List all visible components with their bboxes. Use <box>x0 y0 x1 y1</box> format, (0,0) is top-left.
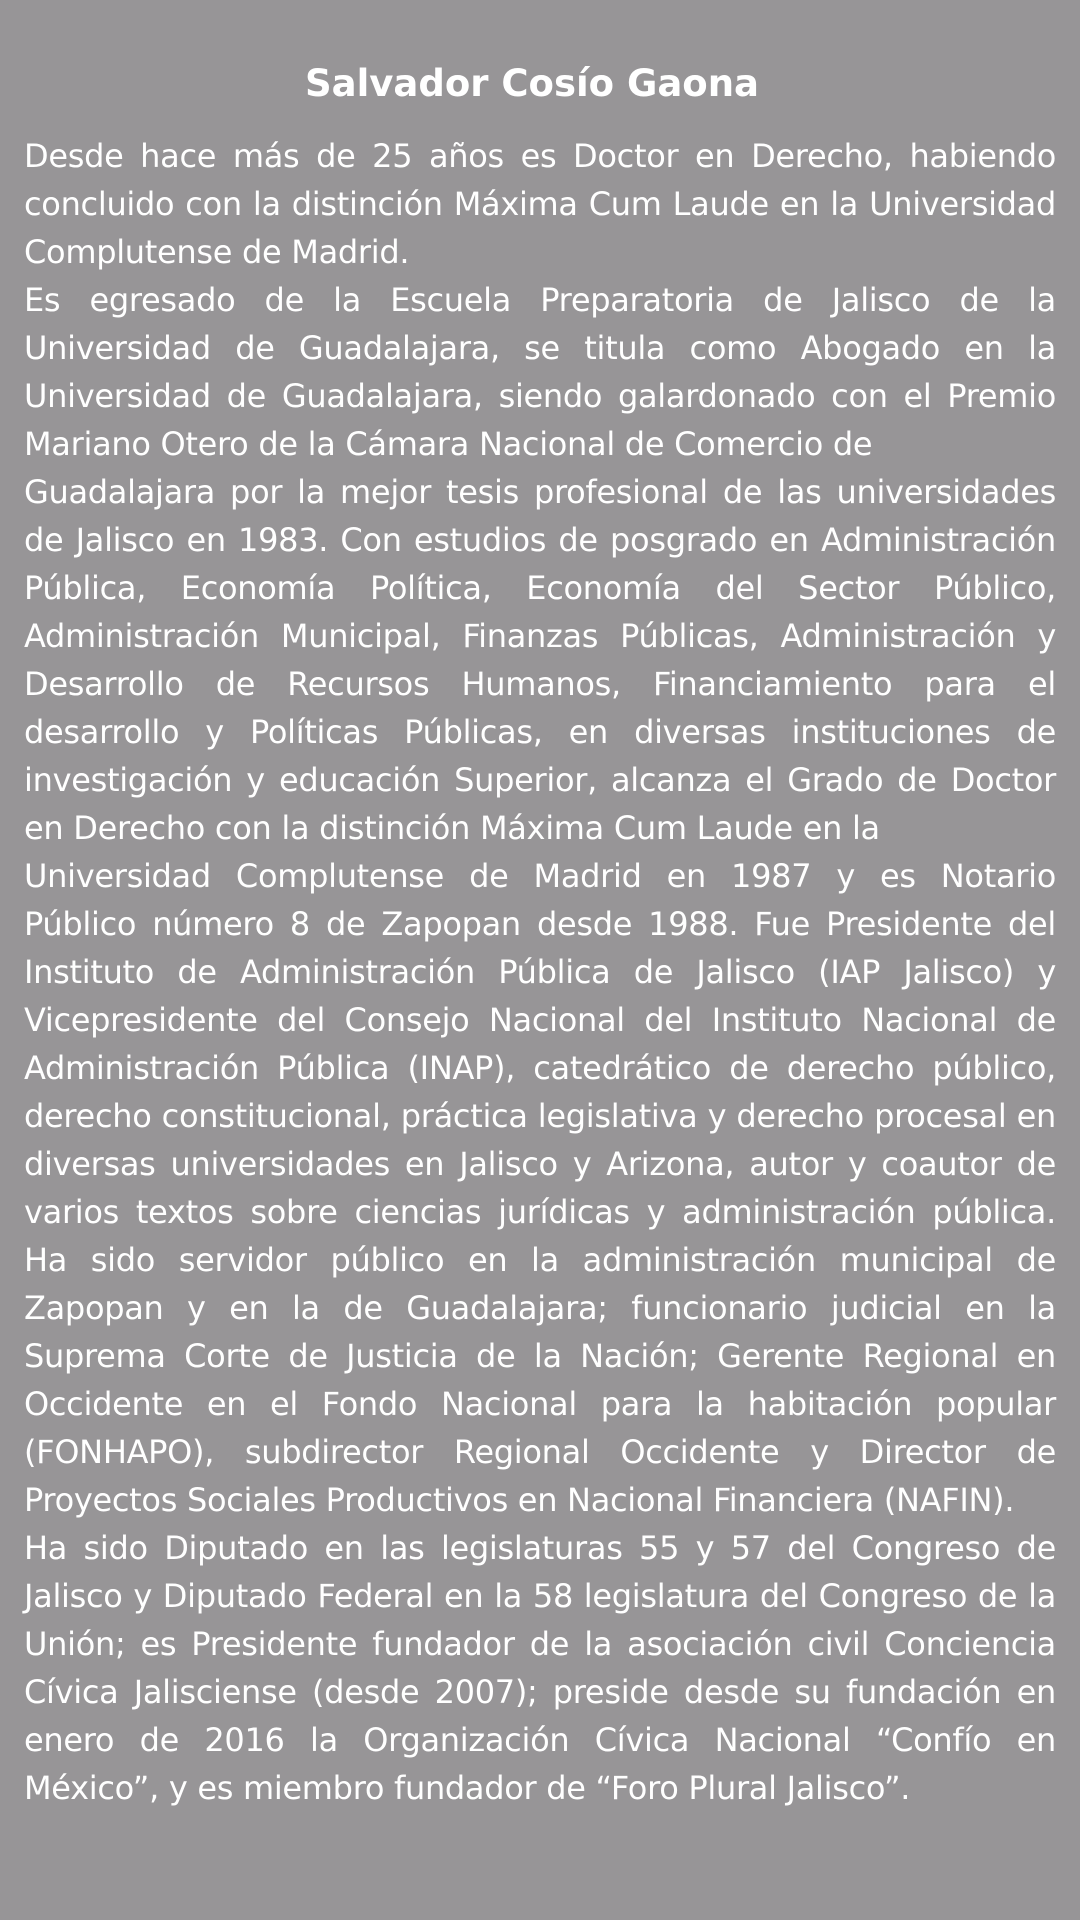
paragraph-doctorate: Desde hace más de 25 años es Doctor en Derecho, habiendo concluido con la distinción Máxima Cum Laude en la Universidad Complutense de Madrid. <box>24 137 1056 271</box>
paragraph-education: Es egresado de la Escuela Preparatoria de Jalisco de la Universidad de Guadalajara, se titula como Abogado en la Universidad de Guadalajara, siendo galardonado con el Premio Mariano Otero de la Cámara Nacional de Comercio de <box>24 281 1056 463</box>
paragraph-career: Universidad Complutense de Madrid en 1987 y es Notario Público número 8 de Zapopan desde 1988. Fue Presidente del Instituto de Administración Pública de Jalisco (IAP Jalisco) y Vicepresidente del Consejo Nacional del Instituto Nacional de Administración Pública (INAP), catedrático de derecho público, derecho constitucional, práctica legislativa y derecho procesal en diversas universidades en Jalisco y Arizona, autor y coautor de varios textos sobre ciencias jurídicas y administración pública. Ha sido servidor público en la administración municipal de Zapopan y en la de Guadalajara; funcionario judicial en la Suprema Corte de Justicia de la Nación; Gerente Regional en Occidente en el Fondo Nacional para la habitación popular (FONHAPO), subdirector Regional Occidente y Director de Proyectos Sociales Productivos en Nacional Financiera (NAFIN). <box>24 857 1056 1519</box>
biography-text <box>24 132 1056 1812</box>
page-title: Salvador Cosío Gaona <box>304 62 760 105</box>
paragraph-postgraduate: Guadalajara por la mejor tesis profesional de las universidades de Jalisco en 1983. Con estudios de posgrado en Administración Pública, Economía Política, Economía del Sector Público, Administración Municipal, Finanzas Públicas, Administración y Desarrollo de Recursos Humanos, Financiamiento para el desarrollo y Políticas Públicas, en diversas instituciones de investigación y educación Superior, alcanza el Grado de Doctor en Derecho con la distinción Máxima Cum Laude en la <box>24 473 1056 847</box>
paragraph-legislative: Ha sido Diputado en las legislaturas 55 y 57 del Congreso de Jalisco y Diputado Federal en la 58 legislatura del Congreso de la Unión; es Presidente fundador de la asociación civil Conciencia Cívica Jalisciense (desde 2007); preside desde su fundación en enero de 2016 la Organización Cívica Nacional “Confío en México”, y es miembro fundador de “Foro Plural Jalisco”. <box>24 1529 1056 1807</box>
